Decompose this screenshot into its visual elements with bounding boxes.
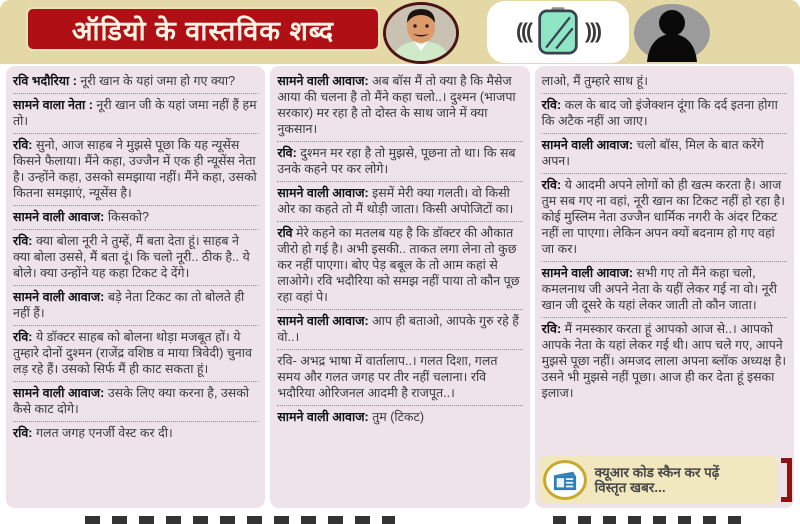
dialogue-text: कल के बाद जो इंजेक्शन दूंगा कि दर्द इतना होगा कि अटैक नहीं आ जाए। bbox=[541, 98, 778, 128]
speaker-name: सामने वाली आवाज: bbox=[277, 74, 373, 88]
sound-wave-right-icon: ))) bbox=[585, 20, 600, 43]
dialogue-text: उसके लिए क्या करना है, उसको कैसे काट दोगे। bbox=[13, 386, 250, 416]
speaker-name: रवि: bbox=[541, 178, 565, 192]
dialogue-text: ये आदमी अपने लोगों को ही खत्म करता है। आज तुम सब गए ना वहां, नूरी खान का टिकट नहीं हो रहा है। कोई मुस्लिम नेता उज्जैन धार्मिक नगरी के अंदर टिकट नहीं ला पाएगा। लेकिन अपन क्यों बदनाम हो गए वहां जा कर। bbox=[541, 178, 785, 256]
dialogue-entry bbox=[13, 94, 258, 134]
dialogue-text: इसमें मेरी क्या गलती। वो किसी ओर का कहते तो मैं थोड़ी जाता। किसी अपोजिटों का। bbox=[277, 186, 514, 216]
dialogue-entry bbox=[277, 222, 522, 310]
newspaper-icon bbox=[551, 468, 579, 492]
cropped-next-line-artifact bbox=[85, 516, 395, 524]
speaker-name: सामने वाली आवाज: bbox=[541, 266, 637, 280]
speaker-name: रवि: bbox=[277, 146, 301, 160]
dialogue-text: क्या बोला नूरी ने तुम्हें, मैं बता देता हूं। साहब ने क्या बोला उससे, मैं बता दूं। कि चलो नूरी.. ठीक है.. ये बोले। क्या उन्होंने यह कहा टिकट दे देंगे। bbox=[13, 234, 250, 280]
dialogue-text: सभी गए तो मैंने कहा चलो, कमलनाथ जी अपने नेता के यहीं लेकर गई ना वो। नूरी खान जी दूसरे के यहां लेकर जाती तो कौन जाता। bbox=[541, 266, 777, 312]
dialogue-column-1 bbox=[6, 66, 265, 508]
dialogue-entry bbox=[277, 406, 522, 429]
dialogue-text: लाओ, मैं तुम्हारे साथ हूं। bbox=[541, 74, 648, 88]
dialogue-text: नूरी खान जी के यहां जमा नहीं हैं हम तो। bbox=[13, 98, 257, 128]
dialogue-entry bbox=[13, 326, 258, 382]
politician-portrait-icon bbox=[386, 5, 456, 61]
dialogue-text: दुश्मन मर रहा है तो मुझसे, पूछना तो था। कि सब उनके कहने पर कर लोगे। bbox=[277, 146, 516, 176]
phone-icon bbox=[536, 6, 580, 58]
speaker-name: सामने वाली आवाज: bbox=[277, 186, 373, 200]
dialogue-entry bbox=[277, 310, 522, 350]
dialogue-entry bbox=[277, 182, 522, 222]
dialogue-entry bbox=[542, 94, 787, 134]
dialogue-entry bbox=[277, 350, 522, 406]
dialogue-entry bbox=[13, 230, 258, 286]
dialogue-entry bbox=[13, 422, 258, 445]
qr-scan-note bbox=[539, 456, 778, 504]
speaker-name: रवि: bbox=[13, 138, 36, 152]
speaker-name: सामने वाला नेता : bbox=[13, 98, 97, 112]
dialogue-column-2 bbox=[270, 66, 529, 508]
sound-wave-left-icon: ((( bbox=[516, 20, 531, 43]
speaker-name: रवि: bbox=[541, 322, 565, 336]
dialogue-entry bbox=[13, 134, 258, 206]
dialogue-text: किसको? bbox=[107, 210, 149, 224]
dialogue-text: आप ही बताओ, आपके गुरु रहे हैं वो..। bbox=[277, 314, 519, 344]
dialogue-text: अभद्र भाषा में वार्तालाप..। गलत दिशा, गलत समय और गलत जगह पर तीर नहीं चलाना। रवि भदौरिया ओरिजनल आदमी है राजपूत..। bbox=[277, 354, 498, 400]
newspaper-icon-circle bbox=[543, 460, 587, 500]
header-band bbox=[0, 0, 800, 64]
qr-note-text: क्यूआर कोड स्कैन कर पढ़ें विस्तृत खबर... bbox=[594, 465, 720, 495]
dialogue-entry bbox=[13, 206, 258, 230]
politician-photo bbox=[383, 2, 459, 64]
dialogue-entry bbox=[542, 134, 787, 174]
headline-banner bbox=[26, 7, 380, 51]
dialogue-text: तुम (टिकट) bbox=[372, 410, 424, 424]
speaker-name: रवि bbox=[277, 226, 297, 240]
speaker-name: सामने वाली आवाज: bbox=[541, 138, 637, 152]
dialogue-columns bbox=[6, 66, 794, 508]
speaker-name: रवि: bbox=[13, 330, 36, 344]
speaker-name: रवि भदौरिया : bbox=[13, 74, 81, 88]
dialogue-text: मेरे कहने का मतलब यह है कि डॉक्टर की औकात जीरो हो गई है। अभी इसकी.. ताकत लगा लेना तो कुछ कर नहीं पाएगा। बोए पेड़ बबूल के तो आम कहां से लाओगे। रवि भदौरिया को समझ नहीं पाया तो कौन पूछ रहा वहां पे। bbox=[277, 226, 520, 304]
dialogue-entry bbox=[542, 174, 787, 262]
unknown-caller-silhouette-icon bbox=[633, 3, 711, 63]
dialogue-entry bbox=[542, 262, 787, 318]
speaker-name: सामने वाली आवाज: bbox=[13, 290, 108, 304]
speaker-name: रवि: bbox=[541, 98, 565, 112]
dialogue-text: ये डॉक्टर साहब को बोलना थोड़ा मजबूत हों। ये तुम्हारे दोनों दुश्मन (राजेंद्र वशिष्ठ व माया त्रिवेदी) चुनाव लड़ रहे हैं। उसको सिर्फ मैं ही काट सकता हूं। bbox=[13, 330, 252, 376]
dialogue-entry bbox=[13, 286, 258, 326]
dialogue-column-3 bbox=[535, 66, 794, 508]
headline-title: ऑडियो के वास्तविक शब्द bbox=[71, 15, 335, 46]
dialogue-entry bbox=[13, 70, 258, 94]
dialogue-text: नूरी खान के यहां जमा हो गए क्या? bbox=[80, 74, 236, 88]
dialogue-entry bbox=[542, 70, 787, 94]
dialogue-text: अब बॉस मैं तो क्या है कि मैसेज आया की चलना है तो मैंने कहा चलो..। दुश्मन (भाजपा सरकार) मर रहा है तो दोस्त के साथ जाने में क्या नुकसान। bbox=[277, 74, 516, 136]
dialogue-entry bbox=[13, 382, 258, 422]
dialogue-entry bbox=[542, 318, 787, 405]
cropped-next-line-artifact bbox=[553, 516, 748, 524]
speaker-name: सामने वाली आवाज: bbox=[13, 210, 108, 224]
dialogue-text: सुनो, आज साहब ने मुझसे पूछा कि यह न्यूसेंस किसने फैलाया। मैंने कहा, उज्जैन में एक ही न्यूसेंस नेता है। उन्होंने कहा, उसको समझाया नहीं। मैंने कहा, उसको कितना समझाएं, न्यूसेंस है। bbox=[13, 138, 257, 200]
dialogue-entry bbox=[277, 70, 522, 142]
dialogue-text: चलो बॉस, मिल के बात करेंगे अपन। bbox=[541, 138, 764, 168]
dialogue-text: मैं नमस्कार करता हूं आपको आज से..। आपको आपके नेता के यहां लेकर गई थी। आप चले गए, आपने मुझसे पूछा नहीं। अमजद लाला अपना ब्लॉक अध्यक्ष है। उसने भी मुझसे नहीं पूछा। आज ही कर देता हूं इसका इलाज। bbox=[541, 322, 787, 400]
speaker-name: सामने वाली आवाज: bbox=[277, 314, 373, 328]
dialogue-text: बड़े नेता टिकट का तो बोलते ही नहीं हैं। bbox=[13, 290, 245, 320]
speaker-name: सामने वाली आवाज: bbox=[277, 410, 373, 424]
speaker-name: रवि: bbox=[13, 426, 36, 440]
speaker-name: सामने वाली आवाज: bbox=[13, 386, 108, 400]
dialogue-text: गलत जगह एनर्जी वेस्ट कर दी। bbox=[35, 426, 173, 440]
speaker-name: रवि- bbox=[277, 354, 301, 368]
dialogue-entry bbox=[277, 142, 522, 182]
speaker-name: रवि: bbox=[13, 234, 36, 248]
decorative-bracket bbox=[781, 458, 792, 502]
audio-call-badge bbox=[487, 1, 629, 63]
